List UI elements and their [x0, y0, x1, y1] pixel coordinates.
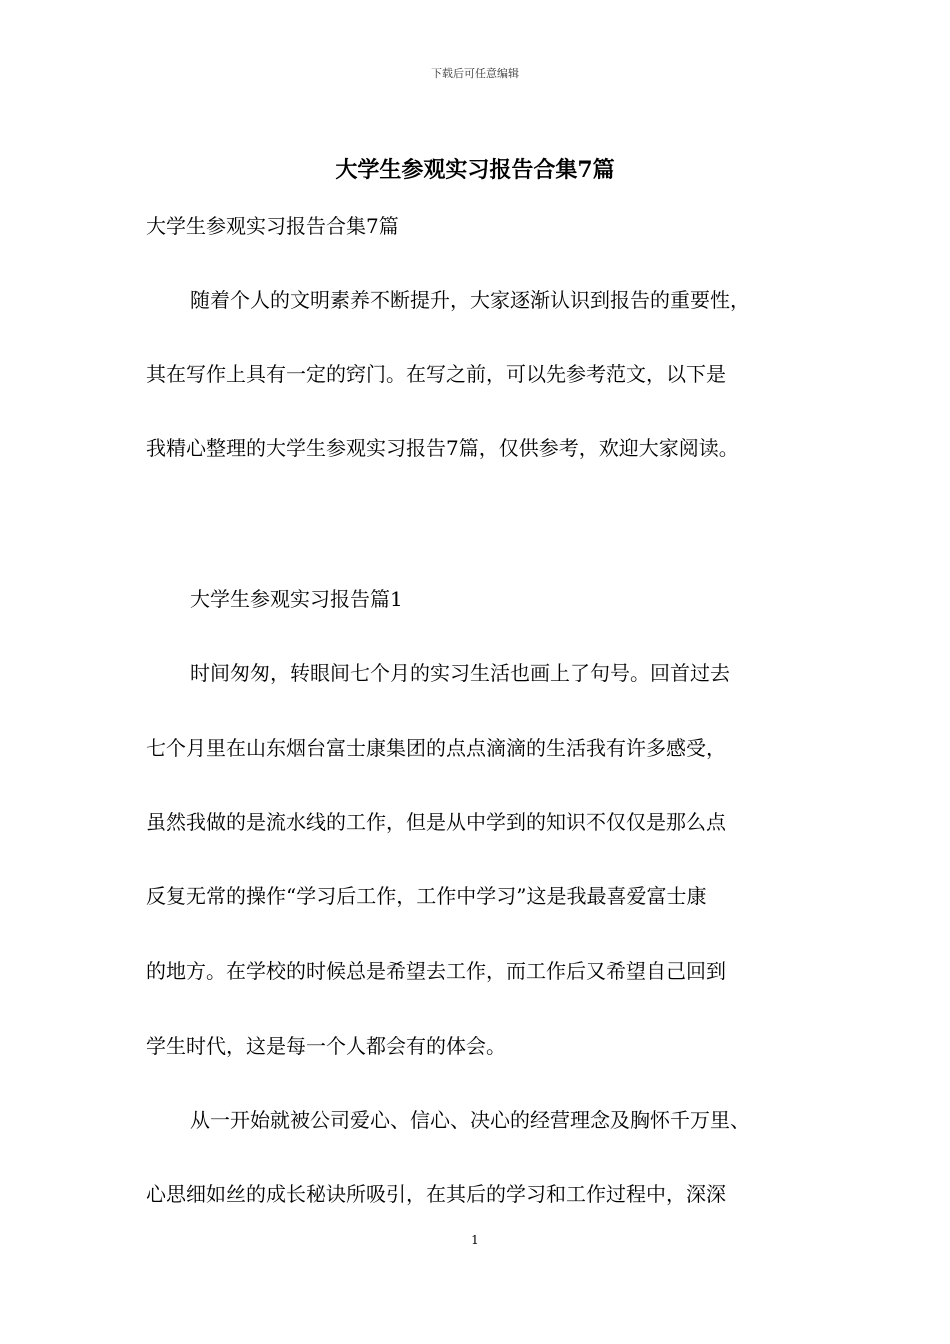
- page-number: 1: [471, 1233, 479, 1247]
- section-heading: 大学生参观实习报告篇1: [190, 587, 403, 611]
- body-line: 七个月里在山东烟台富士康集团的点点滴滴的生活我有许多感受，: [146, 736, 726, 760]
- body-line: 的地方。在学校的时候总是希望去工作，而工作后又希望自己回到: [146, 959, 726, 983]
- intro-line: 其在写作上具有一定的窍门。在写之前，可以先参考范文，以下是: [146, 362, 726, 386]
- body-line: 心思细如丝的成长秘诀所吸引，在其后的学习和工作过程中，深深: [146, 1182, 726, 1206]
- body-line: 从一开始就被公司爱心、信心、决心的经营理念及胸怀千万里、: [190, 1108, 750, 1132]
- body-line: 学生时代，这是每一个人都会有的体会。: [146, 1034, 506, 1058]
- body-line: 虽然我做的是流水线的工作，但是从中学到的知识不仅仅是那么点: [146, 810, 726, 834]
- header-note: 下载后可任意编辑: [431, 67, 519, 80]
- intro-line: 随着个人的文明素养不断提升，大家逐渐认识到报告的重要性，: [190, 288, 750, 312]
- body-line: 反复无常的操作“学习后工作，工作中学习”这是我最喜爱富士康: [146, 884, 707, 908]
- body-line: 时间匆匆，转眼间七个月的实习生活也画上了句号。回首过去: [190, 661, 730, 685]
- document-subtitle: 大学生参观实习报告合集7篇: [146, 214, 399, 238]
- intro-line: 我精心整理的大学生参观实习报告7篇，仅供参考，欢迎大家阅读。: [146, 436, 739, 460]
- document-title: 大学生参观实习报告合集7篇: [335, 157, 615, 183]
